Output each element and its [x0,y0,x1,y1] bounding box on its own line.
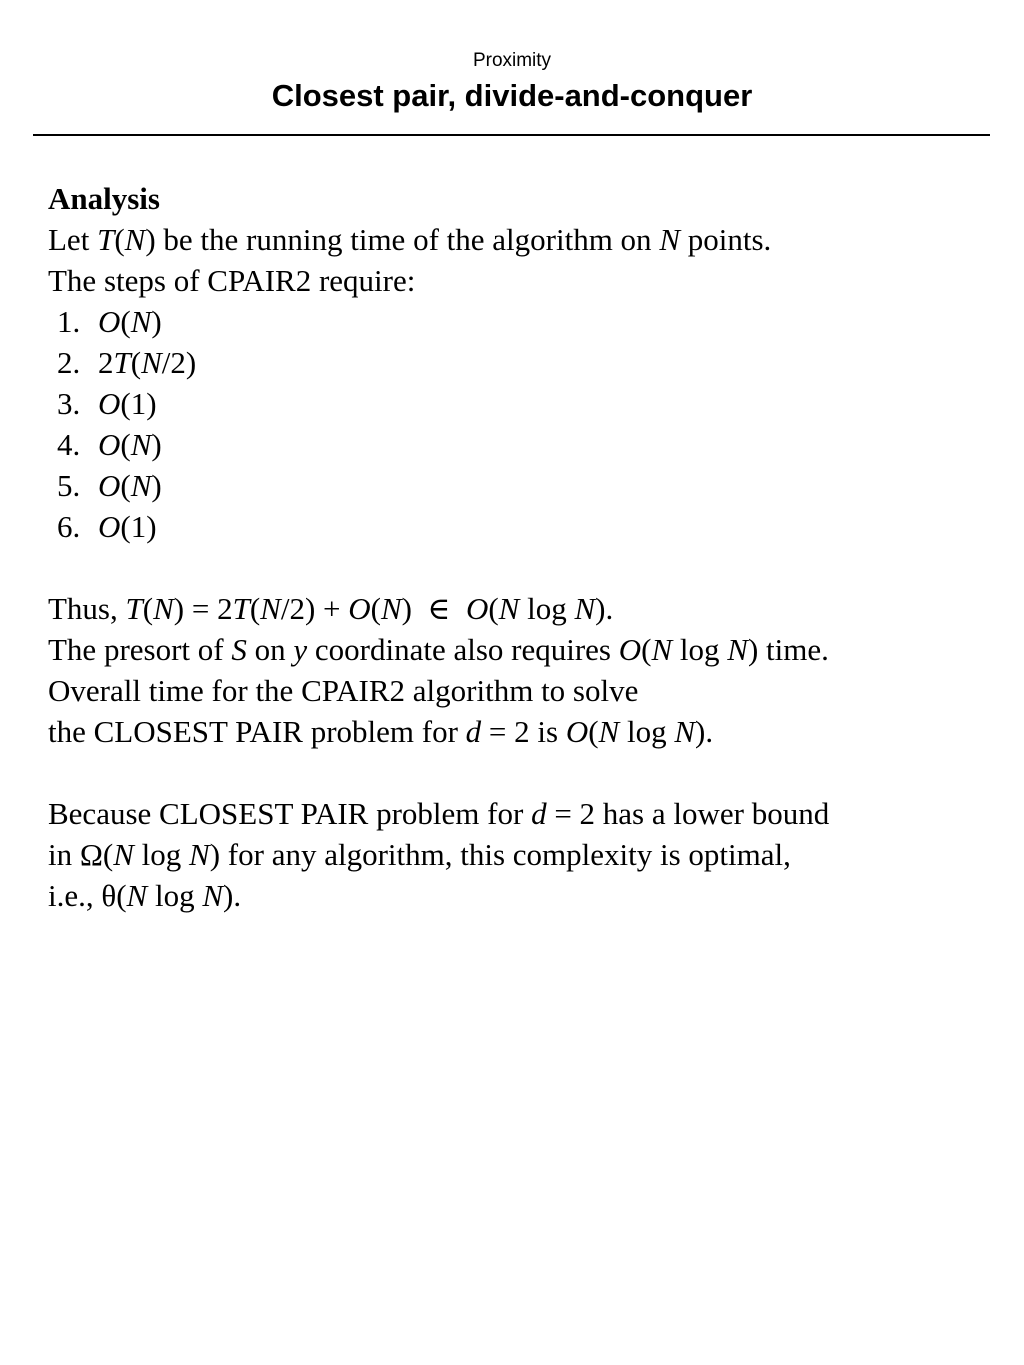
conclusion-line [48,588,988,629]
conclusion-line [48,629,988,670]
math-symbol: N [498,591,520,626]
math-symbol: N [113,837,134,872]
conclusion-block [48,588,988,752]
text-run: ) [151,468,162,503]
text-run: ( [249,591,261,626]
math-symbol: S [231,632,247,667]
intro-text: Let [48,222,98,257]
text-run: the CLOSEST PAIR problem for [48,714,466,749]
math-symbol: N [727,632,748,667]
list-item-number: 5. [57,468,81,503]
list-item [48,506,988,547]
conclusion-line [48,711,988,752]
list-item-number: 2. [57,345,81,380]
math-symbol: N [202,878,224,913]
math-symbol: O [98,386,121,421]
math-symbol: O [348,591,371,626]
text-run: 2 [98,345,114,380]
math-symbol: T [232,591,250,626]
math-symbol: T [125,591,143,626]
text-run: ) time. [747,632,829,667]
slide-body [48,178,988,916]
optimality-block [48,793,988,916]
steps-list [48,301,988,547]
text-run: ) [151,427,162,462]
list-item-number: 1. [57,304,81,339]
list-item [48,301,988,342]
math-symbol: O [98,509,121,544]
intro-line [48,219,988,260]
text-run: log [147,878,203,913]
text-run: Thus, [48,591,126,626]
text-run: ( [130,345,142,380]
math-symbol: N [674,714,696,749]
slide-title: Closest pair, divide-and-conquer [271,78,753,113]
math-symbol: d [465,714,482,749]
math-symbol: O [465,591,489,626]
math-symbol: N [659,222,680,257]
text-run: ( [370,591,381,626]
text-run: i.e., θ( [48,878,127,913]
section-heading: Analysis [48,181,160,216]
intro-text: ( [114,222,125,257]
math-symbol: N [189,837,210,872]
slide-subject: Proximity [472,50,552,71]
text-run: ( [120,304,131,339]
math-symbol: O [565,714,589,749]
list-item-number: 3. [57,386,81,421]
math-symbol: N [141,345,162,380]
optimality-line [48,793,988,834]
math-symbol: N [598,714,620,749]
text-run: ( [588,714,599,749]
math-symbol: T [97,222,115,257]
math-symbol: N [130,468,152,503]
intro-text: be the running time of the algorithm on [155,222,660,257]
math-symbol: O [98,427,121,462]
text-run: log [619,714,675,749]
text-run: ). [695,714,714,749]
text-run: log [672,632,728,667]
math-symbol: T [113,345,131,380]
list-item [48,465,988,506]
text-run: The presort of [48,632,232,667]
spacer [48,547,988,588]
text-run: (1) [120,509,157,544]
text-run: ) ∈ [401,591,466,626]
text-run: coordinate also requires [307,632,619,667]
text-run: ( [120,427,131,462]
intro-text: points. [680,222,772,257]
math-symbol: N [126,878,148,913]
math-symbol: y [293,632,308,667]
math-symbol: O [98,468,121,503]
math-symbol: N [124,222,146,257]
list-item [48,342,988,383]
math-symbol: N [130,427,152,462]
list-item [48,424,988,465]
optimality-line [48,834,988,875]
text-run: in Ω( [48,837,114,872]
text-run: ( [641,632,652,667]
intro-text: ) [145,222,156,257]
text-run: ) [151,304,162,339]
text-run: /2) + [280,591,349,626]
list-item-number: 6. [57,509,81,544]
text-run: (1) [120,386,157,421]
header-divider [33,134,990,136]
text-run: log [133,837,190,872]
optimality-line [48,875,988,916]
spacer [48,752,988,793]
text-run: Overall time for the CPAIR2 algorithm to solve [48,673,639,708]
list-item [48,383,988,424]
math-symbol: O [618,632,642,667]
text-run: /2) [161,345,197,380]
math-symbol: d [531,796,547,831]
text-run: ( [120,468,131,503]
steps-intro: The steps of CPAIR2 require: [48,263,416,298]
math-symbol: O [98,304,121,339]
math-symbol: N [574,591,596,626]
text-run: ( [488,591,499,626]
text-run: = 2 is [481,714,566,749]
conclusion-line [48,670,988,711]
text-run: ( [142,591,154,626]
text-run: = 2 has a lower bound [546,796,830,831]
math-symbol: N [380,591,402,626]
text-run: on [246,632,294,667]
math-symbol: N [260,591,281,626]
text-run: Because CLOSEST PAIR problem for [48,796,532,831]
text-run: ). [223,878,242,913]
math-symbol: N [153,591,174,626]
text-run: ) for any algorithm, this complexity is optimal, [209,837,791,872]
text-run: ) = 2 [173,591,233,626]
list-item-number: 4. [57,427,81,462]
math-symbol: N [651,632,673,667]
math-symbol: N [130,304,152,339]
text-run: ). [595,591,614,626]
text-run: log [519,591,575,626]
